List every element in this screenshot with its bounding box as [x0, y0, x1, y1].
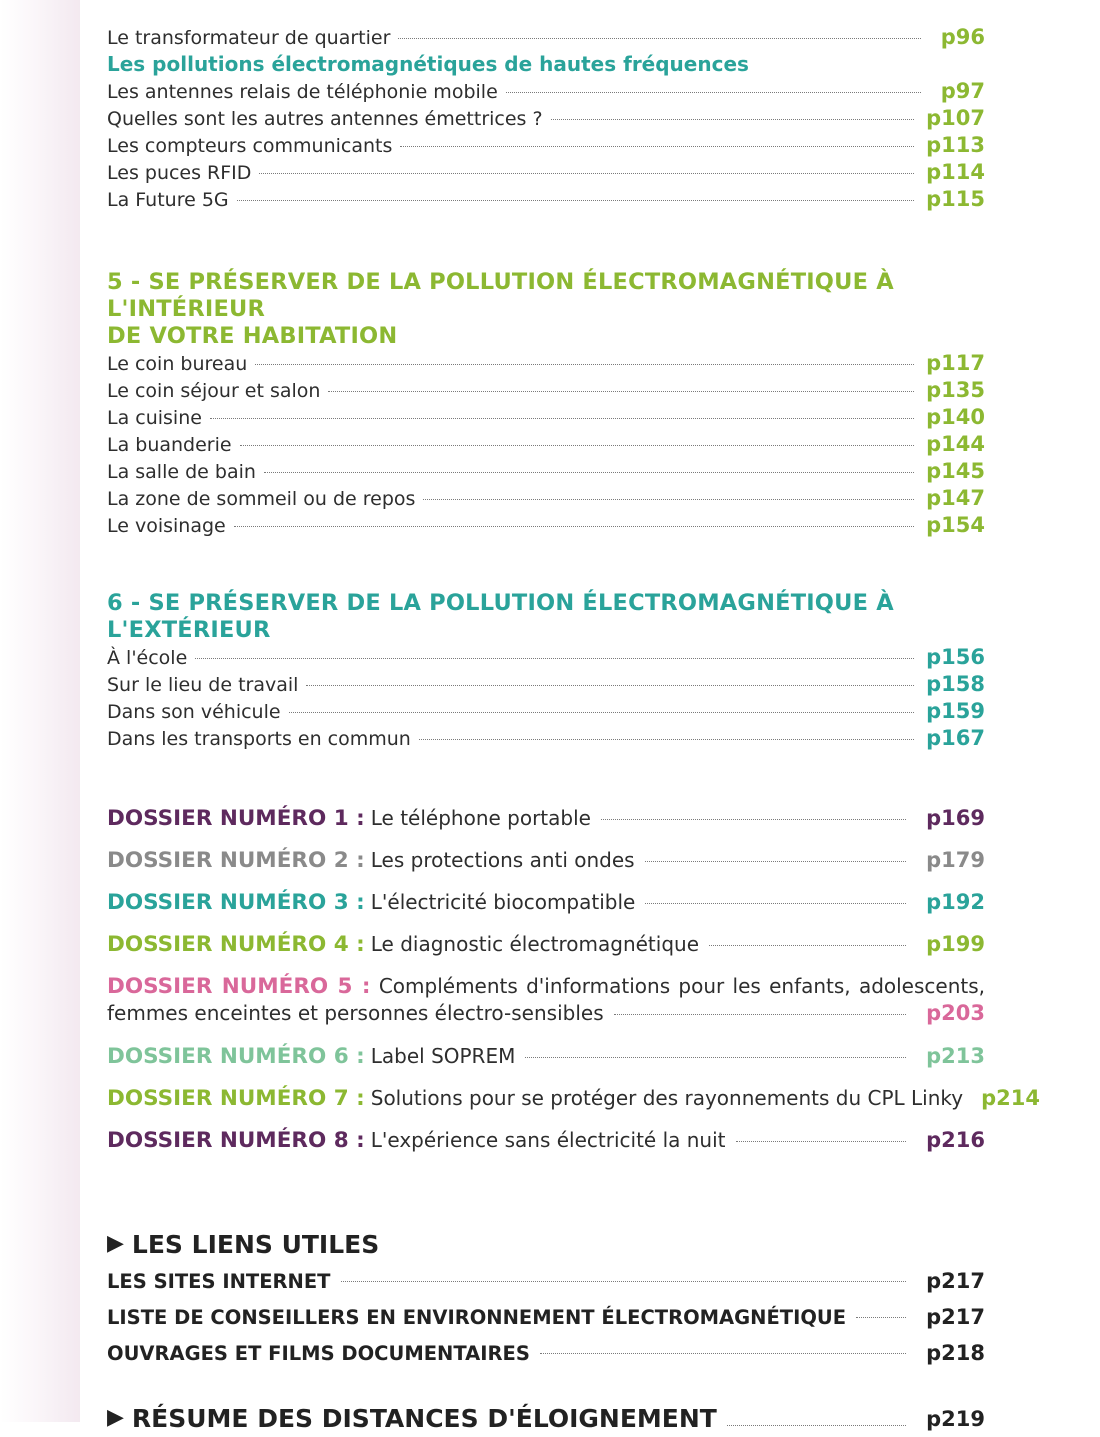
- dot-leader: [400, 146, 914, 147]
- section-title: 6 - SE PRÉSERVER DE LA POLLUTION ÉLECTROMAGNÉTIQUE À L'EXTÉRIEUR: [107, 590, 894, 643]
- table-of-contents: [107, 24, 1040, 1437]
- dot-leader: [601, 819, 906, 820]
- dossier-label: DOSSIER NUMÉRO 3 :: [107, 890, 365, 915]
- section-title-continued: DE VOTRE HABITATION: [107, 323, 398, 349]
- summary-label: RÉSUME DES DISTANCES D'ÉLOIGNEMENT: [131, 1404, 717, 1433]
- dossier-5-first-line: [107, 973, 985, 1000]
- entry-page: p114: [926, 160, 985, 184]
- dot-leader: [614, 1014, 907, 1015]
- toc-entry[interactable]: [107, 350, 985, 377]
- dot-leader: [234, 526, 914, 527]
- toc-entry[interactable]: [107, 431, 985, 458]
- entry-label: Quelles sont les autres antennes émettrices ?: [107, 108, 543, 130]
- dossier-page: p192: [926, 890, 985, 914]
- entry-page: p158: [926, 672, 985, 696]
- links-heading-text: LES LIENS UTILES: [131, 1230, 380, 1259]
- entry-label: À l'école: [107, 647, 188, 669]
- dossier-title: L'expérience sans électricité la nuit: [370, 1128, 726, 1152]
- entry-label: Le transformateur de quartier: [107, 27, 391, 49]
- toc-entry[interactable]: [107, 512, 985, 539]
- dossier-title: Le diagnostic électromagnétique: [370, 932, 700, 956]
- dot-leader: [551, 119, 915, 120]
- dossier-page: p179: [926, 848, 985, 872]
- dossier-entry[interactable]: [107, 889, 985, 931]
- dossier-title: Label SOPREM: [370, 1044, 516, 1068]
- dot-leader: [289, 712, 915, 713]
- dot-leader: [240, 445, 915, 446]
- dossier-label: DOSSIER NUMÉRO 1 :: [107, 806, 365, 831]
- toc-entry[interactable]: [107, 1299, 985, 1335]
- entry-label: Les puces RFID: [107, 162, 252, 184]
- entry-page: p159: [926, 699, 985, 723]
- dot-leader: [237, 200, 914, 201]
- dot-leader: [727, 1425, 906, 1426]
- dot-leader: [423, 499, 914, 500]
- summary-entry[interactable]: [107, 1401, 985, 1437]
- dossier-entry[interactable]: [107, 1127, 985, 1169]
- dossier-page: p169: [926, 806, 985, 830]
- entry-page: p145: [926, 459, 985, 483]
- section-title: 5 - SE PRÉSERVER DE LA POLLUTION ÉLECTROMAGNÉTIQUE À L'INTÉRIEUR: [107, 269, 894, 322]
- toc-entry[interactable]: [107, 1263, 985, 1299]
- subheading: Les pollutions électromagnétiques de hautes fréquences: [107, 52, 749, 76]
- entry-page: p144: [926, 432, 985, 456]
- toc-entry[interactable]: [107, 725, 985, 752]
- dot-leader: [210, 418, 914, 419]
- dot-leader: [856, 1317, 906, 1318]
- dossier-page: p214: [981, 1086, 1040, 1110]
- entry-label: Le coin séjour et salon: [107, 380, 321, 402]
- dossier-entry-5[interactable]: [107, 973, 985, 1043]
- dot-leader: [419, 739, 914, 740]
- triangle-bullet-icon: ▶: [107, 1405, 124, 1430]
- dossier-entry[interactable]: [107, 1085, 1040, 1127]
- entry-page: p217: [926, 1269, 985, 1293]
- dossier-page: p203: [926, 1001, 985, 1025]
- dossier-entry[interactable]: [107, 847, 985, 889]
- dot-leader: [255, 364, 914, 365]
- dossier-title: L'électricité biocompatible: [370, 890, 636, 914]
- dot-leader: [195, 658, 914, 659]
- toc-entry[interactable]: [107, 186, 985, 213]
- dossier-label: DOSSIER NUMÉRO 7 :: [107, 1086, 365, 1111]
- entry-label: La cuisine: [107, 407, 202, 429]
- dot-leader: [709, 945, 906, 946]
- toc-entry[interactable]: [107, 644, 985, 671]
- entry-label: Le coin bureau: [107, 353, 248, 375]
- dot-leader: [264, 472, 914, 473]
- toc-entry[interactable]: [107, 404, 985, 431]
- entry-label: Dans son véhicule: [107, 701, 281, 723]
- dot-leader: [398, 38, 921, 39]
- entry-label: La buanderie: [107, 434, 232, 456]
- dot-leader: [645, 861, 907, 862]
- dossier-page: p213: [926, 1044, 985, 1068]
- dossier-label: DOSSIER NUMÉRO 8 :: [107, 1128, 365, 1153]
- top-block: [107, 24, 985, 213]
- entry-page: p156: [926, 645, 985, 669]
- entry-page: p167: [926, 726, 985, 750]
- dot-leader: [736, 1141, 907, 1142]
- entry-label: OUVRAGES ET FILMS DOCUMENTAIRES: [107, 1342, 530, 1365]
- entry-label: La zone de sommeil ou de repos: [107, 488, 416, 510]
- dossier-title-continued: femmes enceintes et personnes électro-sensibles: [107, 1001, 604, 1025]
- dossier-5-second-line: [107, 1000, 985, 1027]
- dot-leader: [341, 1281, 907, 1282]
- entry-page: p107: [926, 106, 985, 130]
- entry-label: LES SITES INTERNET: [107, 1270, 331, 1293]
- entry-label: Dans les transports en commun: [107, 728, 411, 750]
- toc-entry[interactable]: [107, 485, 985, 512]
- dossiers-list: [107, 805, 1040, 1169]
- toc-entry[interactable]: [107, 132, 985, 159]
- dossier-entry[interactable]: [107, 1043, 985, 1085]
- entry-label: LISTE DE CONSEILLERS EN ENVIRONNEMENT ÉLECTROMAGNÉTIQUE: [107, 1306, 847, 1329]
- dossier-entry[interactable]: [107, 931, 985, 973]
- summary-page: p219: [926, 1407, 985, 1431]
- dot-leader: [259, 173, 914, 174]
- dossier-title: Le téléphone portable: [370, 806, 591, 830]
- entry-page: p217: [926, 1305, 985, 1329]
- links-heading: [107, 1227, 985, 1263]
- toc-entry[interactable]: [107, 377, 985, 404]
- dossier-title: Les protections anti ondes: [370, 848, 635, 872]
- dot-leader: [525, 1057, 906, 1058]
- entry-page: p140: [926, 405, 985, 429]
- triangle-bullet-icon: ▶: [107, 1231, 124, 1256]
- toc-entry[interactable]: [107, 458, 985, 485]
- entry-page: p154: [926, 513, 985, 537]
- dot-leader: [645, 903, 906, 904]
- dossier-label: DOSSIER NUMÉRO 5 :: [107, 974, 371, 999]
- entry-page: p117: [926, 351, 985, 375]
- dossier-label: DOSSIER NUMÉRO 6 :: [107, 1044, 365, 1069]
- dossier-title: Solutions pour se protéger des rayonnements du CPL Linky: [370, 1086, 964, 1110]
- toc-entry[interactable]: [107, 78, 985, 105]
- toc-entry[interactable]: [107, 159, 985, 186]
- dossier-entry[interactable]: [107, 805, 985, 847]
- dossier-title: Compléments d'informations pour les enfants, adolescents,: [378, 974, 986, 998]
- entry-label: Le voisinage: [107, 515, 226, 537]
- dot-leader: [306, 685, 914, 686]
- page-gutter-shadow: [0, 0, 80, 1422]
- useful-links: [107, 1227, 985, 1371]
- entry-page: p135: [926, 378, 985, 402]
- dot-leader: [328, 391, 914, 392]
- entry-page: p113: [926, 133, 985, 157]
- entry-label: Sur le lieu de travail: [107, 674, 299, 696]
- entry-label: Les antennes relais de téléphonie mobile: [107, 81, 498, 103]
- toc-entry[interactable]: [107, 1335, 985, 1371]
- dossier-label: DOSSIER NUMÉRO 4 :: [107, 932, 365, 957]
- dossier-page: p216: [926, 1128, 985, 1152]
- dossier-page: p199: [926, 932, 985, 956]
- dot-leader: [540, 1353, 906, 1354]
- entry-label: La Future 5G: [107, 189, 229, 211]
- entry-page: p147: [926, 486, 985, 510]
- dossier-label: DOSSIER NUMÉRO 2 :: [107, 848, 365, 873]
- dot-leader: [506, 92, 921, 93]
- entry-label: Les compteurs communicants: [107, 135, 393, 157]
- section-6: [107, 590, 985, 752]
- toc-entry[interactable]: [107, 24, 985, 51]
- entry-page: p96: [940, 25, 985, 49]
- entry-label: La salle de bain: [107, 461, 256, 483]
- section-5: [107, 269, 985, 539]
- toc-entry[interactable]: [107, 105, 985, 132]
- entry-page: p218: [926, 1341, 985, 1365]
- entry-page: p97: [940, 79, 985, 103]
- entry-page: p115: [926, 187, 985, 211]
- toc-entry[interactable]: [107, 671, 985, 698]
- toc-entry[interactable]: [107, 698, 985, 725]
